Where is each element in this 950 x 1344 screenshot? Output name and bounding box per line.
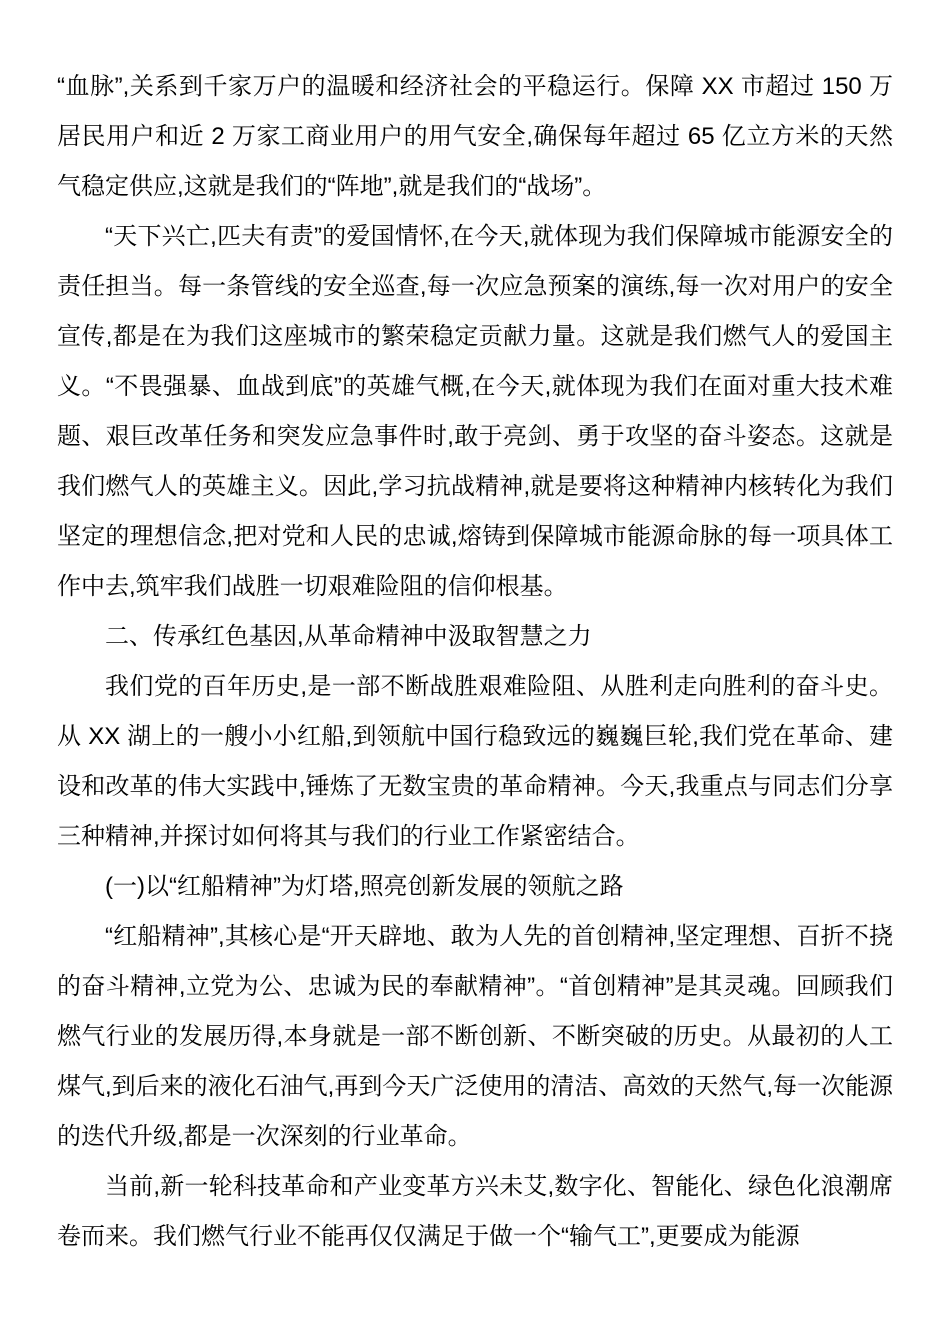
paragraph-industry-change: 当前,新一轮科技革命和产业变革方兴未艾,数字化、智能化、绿色化浪潮席卷而来。我们燃气行业不能再仅仅满足于做一个“输气工”,更要成为能源: [57, 1173, 893, 1250]
paragraph-party-history: 我们党的百年历史,是一部不断战胜艰难险阻、从胜利走向胜利的奋斗史。从 XX 湖上的一艘小小红船,到领航中国行稳致远的巍巍巨轮,我们党在革命、建设和改革的伟大实践中,锤炼了无数宝贵的革命精神。今天,我重点与同志们分享三种精神,并探讨如何将其与我们的行业工作紧密结合。: [57, 673, 893, 850]
subsection-heading-red-boat: (一)以“红船精神”为灯塔,照亮创新发展的领航之路: [105, 873, 624, 900]
paragraph-red-boat-spirit: “红船精神”,其核心是“开天辟地、敢为人先的首创精神,坚定理想、百折不挠的奋斗精神,立党为公、忠诚为民的奉献精神”。“首创精神”是其灵魂。回顾我们燃气行业的发展历得,本身就是一部不断创新、不断突破的历史。从最初的人工煤气,到后来的液化石油气,再到今天广泛使用的清洁、高效的天然气,每一次能源的迭代升级,都是一次深刻的行业革命。: [57, 923, 894, 1150]
paragraph-continuation: “血脉”,关系到千家万户的温暖和经济社会的平稳运行。保障 XX 市超过 150 万居民用户和近 2 万家工商业用户的用气安全,确保每年超过 65 亿立方米的天然气稳定供应,这就是我们的“阵地”,就是我们的“战场”。: [57, 73, 893, 200]
section-heading-2: 二、传承红色基因,从革命精神中汲取智慧之力: [105, 623, 592, 650]
paragraph-patriotism: “天下兴亡,匹夫有责”的爱国情怀,在今天,就体现为我们保障城市能源安全的责任担当。每一条管线的安全巡查,每一次应急预案的演练,每一次对用户的安全宣传,都是在为我们这座城市的繁荣稳定贡献力量。这就是我们燃气人的爱国主义。“不畏强暴、血战到底”的英雄气概,在今天,就体现为我们在面对重大技术难题、艰巨改革任务和突发应急事件时,敢于亮剑、勇于攻坚的奋斗姿态。这就是我们燃气人的英雄主义。因此,学习抗战精神,就是要将这种精神内核转化为我们坚定的理想信念,把对党和人民的忠诚,熔铸到保障城市能源命脉的每一项具体工作中去,筑牢我们战胜一切艰难险阻的信仰根基。: [57, 223, 893, 600]
